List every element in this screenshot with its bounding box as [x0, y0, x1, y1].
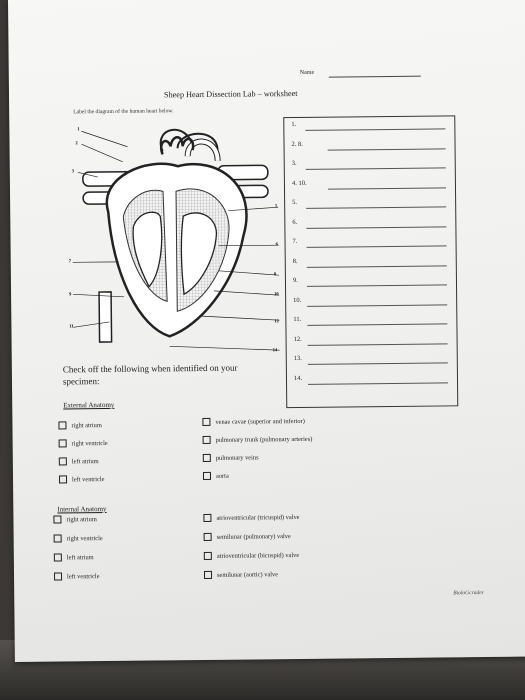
- answer-number: 6.: [292, 218, 298, 226]
- checklist-label: semilunar (aortic) valve: [216, 570, 279, 579]
- checkbox[interactable]: [59, 475, 67, 483]
- check-instruction: Check off the following when identified on your specimen:: [62, 362, 238, 387]
- signature: BioloGcrader: [453, 590, 484, 597]
- checklist-item[interactable]: [59, 439, 108, 448]
- checklist-item[interactable]: [204, 570, 278, 579]
- checklist-label: atrioventricular (bicuspid) valve: [216, 551, 300, 560]
- diagram-label: 10: [274, 291, 279, 297]
- checklist-label: right atrium: [71, 421, 102, 429]
- checklist-item[interactable]: [204, 532, 291, 541]
- checklist-label: venae cavae (superior and inferior): [215, 417, 305, 426]
- checklist-label: left atrium: [71, 457, 99, 465]
- checklist-label: right ventricle: [66, 534, 103, 542]
- checklist-item[interactable]: [203, 513, 299, 522]
- checkbox[interactable]: [203, 472, 211, 480]
- diagram-label: 12: [274, 318, 279, 324]
- diagram-label: 3: [71, 168, 75, 174]
- checkbox[interactable]: [53, 515, 61, 523]
- checklist-label: atrioventricular (tricuspid) valve: [216, 513, 300, 522]
- checkbox[interactable]: [203, 436, 211, 444]
- diagram-label: 6: [275, 241, 278, 247]
- checkbox[interactable]: [203, 454, 211, 462]
- checkbox[interactable]: [202, 418, 210, 426]
- checklist-item[interactable]: [203, 435, 313, 444]
- name-field: [329, 76, 421, 78]
- diagram-label: 1: [77, 126, 80, 132]
- checkbox[interactable]: [58, 421, 66, 429]
- checklist-item[interactable]: [53, 515, 96, 523]
- answer-number: 14.: [293, 374, 303, 382]
- checklist-item[interactable]: [58, 421, 101, 429]
- diagram-label: 5: [275, 203, 278, 209]
- answer-number: 13.: [293, 354, 302, 363]
- diagram-instruction: Label the diagram of the human heart below.: [73, 108, 174, 116]
- checkbox[interactable]: [54, 553, 62, 561]
- checklist-label: right ventricle: [71, 439, 108, 447]
- answer-number: 3.: [291, 159, 297, 168]
- checklist-label: right atrium: [66, 515, 97, 523]
- checkbox[interactable]: [204, 533, 212, 541]
- checklist-label: left ventricle: [71, 475, 105, 483]
- worksheet-page: [8, 0, 525, 662]
- checklist-item[interactable]: [54, 553, 94, 561]
- checklist-label: left atrium: [66, 553, 94, 561]
- checklist-item[interactable]: [54, 572, 100, 580]
- heart-diagram: [67, 115, 285, 357]
- checklist-label: pulmonary trunk (pulmonary arteries): [215, 435, 313, 444]
- checklist-item[interactable]: [202, 417, 305, 426]
- checklist-item[interactable]: [204, 551, 299, 560]
- external-anatomy-heading: External Anatomy: [63, 400, 115, 410]
- diagram-label: 11: [69, 323, 74, 329]
- answer-number: 5.: [292, 198, 298, 207]
- checklist-label: pulmonary veins: [215, 453, 259, 462]
- answer-number: 2. 8.: [291, 140, 303, 148]
- checklist-label: aorta: [215, 472, 229, 480]
- checkbox[interactable]: [54, 572, 62, 580]
- diagram-label: 2: [75, 140, 78, 146]
- answer-number: 11.: [293, 315, 302, 324]
- answer-number: 4. 10.: [291, 179, 307, 187]
- checklist-item[interactable]: [59, 475, 105, 483]
- diagram-label: 14: [272, 347, 278, 353]
- checklist-item[interactable]: [59, 457, 99, 465]
- checkbox[interactable]: [204, 571, 212, 579]
- checkbox[interactable]: [59, 457, 67, 465]
- diagram-label: 8: [273, 271, 277, 277]
- name-label: Name: [299, 69, 315, 76]
- checkbox[interactable]: [59, 439, 67, 447]
- checklist-label: left ventricle: [67, 572, 100, 580]
- checklist-label: semilunar (pulmonary) valve: [216, 532, 291, 541]
- answer-number: 9.: [292, 276, 298, 285]
- checklist-item[interactable]: [203, 472, 229, 480]
- checkbox[interactable]: [54, 534, 62, 542]
- checklist-item[interactable]: [203, 453, 259, 462]
- answer-number: 8.: [292, 257, 298, 265]
- diagram-label: 9: [69, 291, 72, 297]
- checklist-item[interactable]: [54, 534, 103, 543]
- diagram-label: 7: [68, 258, 72, 264]
- page-title: Sheep Heart Dissection Lab – worksheet: [163, 88, 298, 100]
- answer-number: 10.: [293, 296, 302, 304]
- checkbox[interactable]: [203, 514, 211, 522]
- answer-number: 12.: [293, 335, 302, 343]
- answer-number: 7.: [292, 237, 298, 246]
- answer-number: 1.: [291, 120, 297, 129]
- checkbox[interactable]: [204, 552, 212, 560]
- internal-anatomy-heading: Internal Anatomy: [57, 504, 107, 514]
